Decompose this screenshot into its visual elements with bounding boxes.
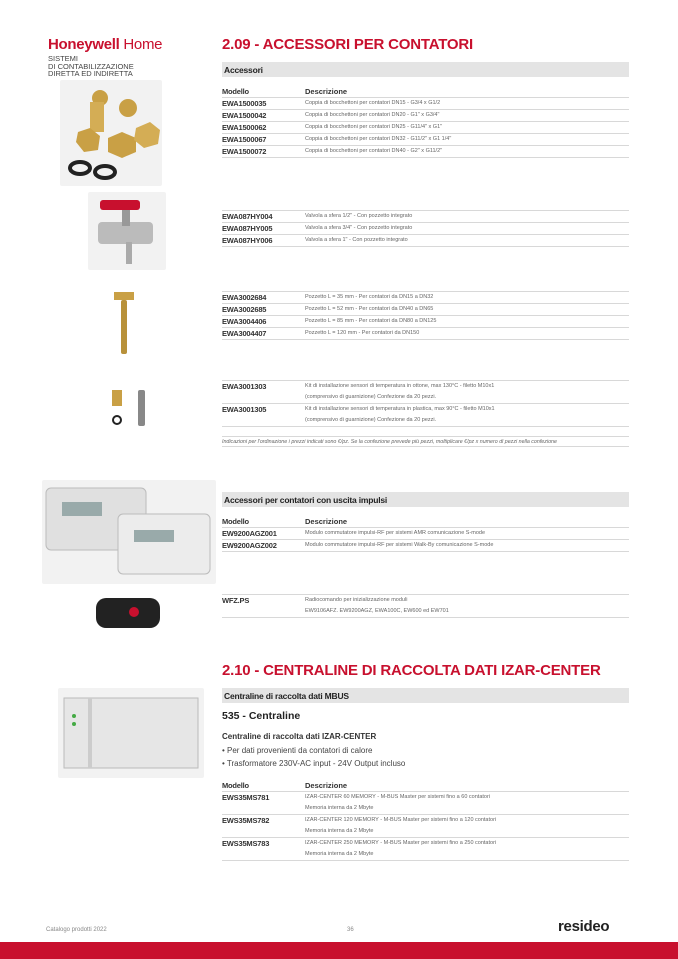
table-row [222,110,629,122]
model: EWA1500035 [222,99,267,108]
feature-list: • Per dati provenienti da contatori di calore • Trasformatore 230V-AC input - 24V Output incluso [222,746,406,768]
desc: Kit di installazione sensori di temperatura in plastica, max 90°C - filetto M10x1 (comprensivo di guarnizione) Confezione da 20 pezzi. [305,406,495,423]
desc: Modulo commutatore impulsi-RF per sistemi AMR comunicazione S-mode [305,530,486,536]
mbus-bar: Centraline di raccolta dati MBUS [222,688,629,703]
table-header [222,780,629,792]
model: EWA1500062 [222,123,267,132]
col-model: Modello [222,517,249,526]
desc: Pozzetto L = 85 mm - Per contatori da DN80 a DN125 [305,318,437,324]
pulse-accessories-bar: Accessori per contatori con uscita impulsi [222,492,629,507]
izar-center-image [58,688,204,778]
table-row [222,211,629,223]
table-row [222,792,629,815]
desc: Valvola a sfera 1/2" - Con pozzetto integrato [305,213,413,219]
resideo-logo: resideo [558,918,610,935]
pulse-module-image [42,480,216,584]
model: EWA087HY004 [222,212,273,221]
table-header [222,86,629,98]
model: EWA087HY005 [222,224,273,233]
table-row [222,146,629,158]
footer-bar [0,942,678,959]
honeywell-logo: Honeywell Home [48,36,163,53]
desc: IZAR-CENTER 120 MEMORY - M-BUS Master per sistemi fino a 120 contatori Memoria interna da 2 Mbyte [305,817,497,834]
valves-table [222,210,629,247]
desc: Pozzetto L = 35 mm - Per contatori da DN15 a DN32 [305,294,434,300]
model: EW9200AGZ002 [222,541,277,550]
desc: Coppia di bocchettoni per contatori DN20 - G1" x G3/4" [305,112,440,118]
model: EWA3001305 [222,405,267,414]
table-header [222,516,629,528]
catalog-label: Catalogo prodotti 2022 [46,927,107,933]
desc: Coppia di bocchettoni per contatori DN40 - G2" x G11/2" [305,148,443,154]
col-model: Modello [222,87,249,96]
col-desc: Descrizione [305,87,348,96]
model: EWS35MS782 [222,816,270,825]
table-row [222,292,629,304]
table-row [222,838,629,861]
desc: Valvola a sfera 3/4" - Con pozzetto integrato [305,225,413,231]
model: EWA3004407 [222,329,267,338]
desc: Modulo commutatore impulsi-RF per sistemi Walk-By comunicazione S-mode [305,542,494,548]
table-row [222,595,629,618]
page-number: 36 [347,927,354,933]
wells-table [222,291,629,340]
table-row [222,223,629,235]
section-bar: Accessori [222,62,629,77]
desc: Coppia di bocchettoni per contatori DN15 - G3/4 x G1/2 [305,100,441,106]
table-row [222,528,629,540]
sensor-kit-image [108,388,150,428]
fittings-image [60,80,162,186]
model: EWA3004406 [222,317,267,326]
pulse-table [222,516,629,552]
model: EWA3002685 [222,305,267,314]
col-desc: Descrizione [305,781,348,790]
table-row [222,328,629,340]
table-row [222,122,629,134]
desc: Kit di installazione sensori di temperatura in ottone, max 130°C - filetto M10x1 (comprensivo di guarnizione) Confezione da 20 pezzi. [305,383,495,400]
model: WFZ.PS [222,596,250,605]
remote-control-image [92,590,166,634]
sensor-kits-table [222,380,629,427]
model: EWS35MS781 [222,793,270,802]
accessories-table [222,86,629,158]
table-row [222,815,629,838]
section-title: 2.09 - ACCESSORI PER CONTATORI [222,36,473,53]
table-row [222,235,629,247]
col-model: Modello [222,781,249,790]
table-row [222,304,629,316]
well-image [112,292,136,354]
model: EWA3002684 [222,293,267,302]
desc: Radiocomando per inizializzazione moduli EW9106AFZ. EW9200AGZ, EWA100C, EW600 ed EW701 [305,597,449,614]
model: EWA1500072 [222,147,267,156]
desc: Pozzetto L = 120 mm - Per contatori da DN150 [305,330,420,336]
subheading: Centraline di raccolta dati IZAR-CENTER [222,732,377,741]
model: EWA087HY006 [222,236,273,245]
desc: Coppia di bocchettoni per contatori DN25 - G11/4" x G1" [305,124,443,130]
desc: Pozzetto L = 52 mm - Per contatori da DN40 a DN65 [305,306,434,312]
desc: IZAR-CENTER 60 MEMORY - M-BUS Master per sistemi fino a 60 contatori Memoria interna da 2 Mbyte [305,794,491,811]
table-row [222,98,629,110]
table-row [222,316,629,328]
section-title-2: 2.10 - CENTRALINE DI RACCOLTA DATI IZAR-CENTER [222,662,601,679]
table-row [222,381,629,404]
table-row [222,540,629,552]
model: EW9200AGZ001 [222,529,277,538]
desc: Coppia di bocchettoni per contatori DN32 - G11/2" x G1 1/4" [305,136,452,142]
product-heading: 535 - Centraline [222,710,301,722]
brand-subtitle: SISTEMI DI CONTABILIZZAZIONE DIRETTA ED INDIRETTA [48,54,134,79]
model: EWA1500042 [222,111,267,120]
centraline-table [222,780,629,861]
table-row [222,404,629,427]
ordering-note: Indicazioni per l'ordinazione i prezzi indicati sono €/pz. Se la confezione prevede più pezzi, moltiplicare €/pz x numero di pezzi nella confezione [222,436,629,447]
remote-table [222,594,629,618]
model: EWS35MS783 [222,839,270,848]
model: EWA1500067 [222,135,267,144]
desc: Valvola a sfera 1" - Con pozzetto integrato [305,237,408,243]
table-row [222,134,629,146]
desc: IZAR-CENTER 250 MEMORY - M-BUS Master per sistemi fino a 250 contatori Memoria interna da 2 Mbyte [305,840,497,857]
col-desc: Descrizione [305,517,348,526]
ball-valve-image [88,192,166,270]
model: EWA3001303 [222,382,267,391]
